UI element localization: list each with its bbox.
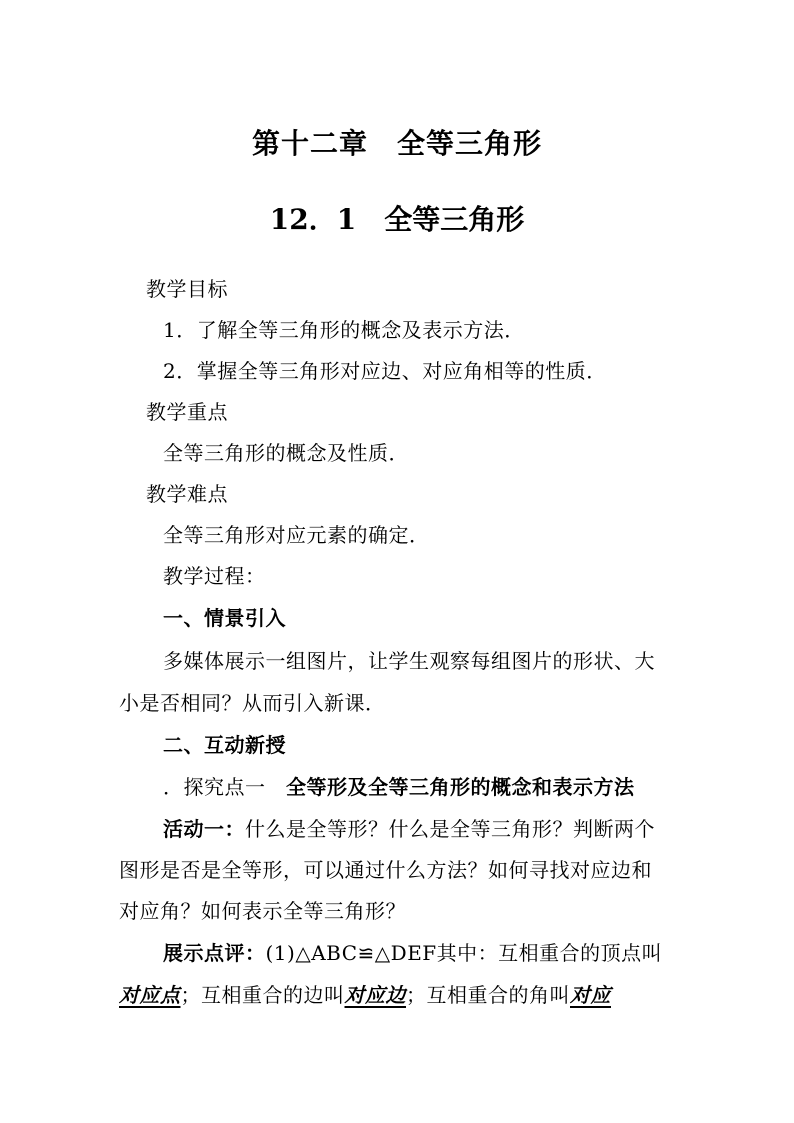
objective-item-1: 1．了解全等三角形的概念及表示方法．: [163, 318, 525, 342]
explore-title: 全等形及全等三角形的概念和表示方法: [286, 775, 635, 799]
objective-item-2: 2．掌握全等三角形对应边、对应角相等的性质．: [163, 359, 607, 383]
review-line-2: [119, 981, 611, 1009]
activity-text-1: 什么是全等形？什么是全等三角形？判断两个: [245, 817, 655, 841]
review-line-2-text-d: ；互相重合的角叫: [406, 983, 570, 1007]
section-title: 12．1 全等三角形: [269, 203, 525, 236]
answer-corresponding-angle: 对应: [570, 983, 611, 1007]
intro-heading: 一、情景引入: [163, 606, 286, 630]
answer-corresponding-vertex: 对应点: [119, 983, 181, 1007]
difficulties-heading: 教学难点: [146, 482, 228, 506]
intro-line-1: 多媒体展示一组图片，让学生观察每组图片的形状、大: [163, 649, 655, 673]
review-line-1: [163, 939, 662, 967]
difficulties-text: 全等三角形对应元素的确定．: [163, 523, 430, 547]
activity-line-1: [163, 815, 655, 843]
process-heading: 教学过程：: [163, 564, 266, 588]
key-points-text: 全等三角形的概念及性质．: [163, 441, 409, 465]
review-text: (1)△ABC≌△DEF其中：互相重合的顶点叫: [265, 941, 663, 965]
review-label: 展示点评：: [163, 941, 266, 965]
key-points-heading: 教学重点: [146, 400, 228, 424]
objectives-heading: 教学目标: [146, 277, 228, 301]
activity-label: 活动一：: [163, 817, 245, 841]
chapter-title: 第十二章 全等三角形: [251, 127, 542, 160]
review-line-2-text-b: ；互相重合的边叫: [180, 983, 345, 1007]
activity-line-3: 对应角？如何表示全等三角形？: [119, 899, 406, 923]
answer-corresponding-side: 对应边: [344, 983, 406, 1007]
explore-prefix: ．探究点一: [163, 775, 286, 799]
explore-point-line: [163, 773, 635, 801]
intro-line-2: 小是否相同？从而引入新课．: [119, 691, 386, 715]
activity-line-2: 图形是否是全等形，可以通过什么方法？如何寻找对应边和: [119, 858, 652, 882]
interactive-heading: 二、互动新授: [163, 733, 286, 757]
